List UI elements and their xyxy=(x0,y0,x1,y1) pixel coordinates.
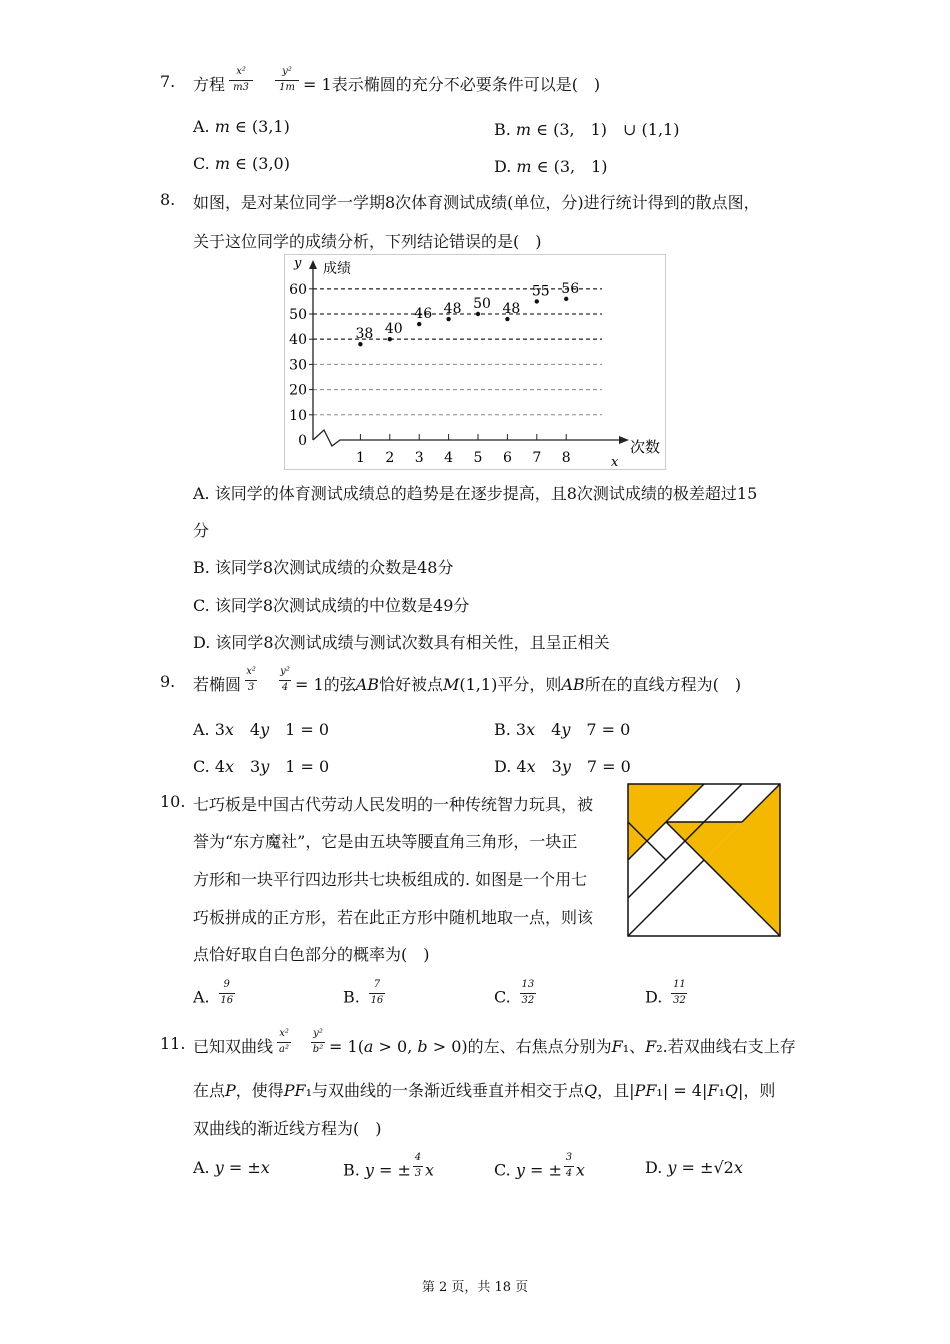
q10-b-label: B. xyxy=(343,987,360,1007)
q10-a-label: A. xyxy=(193,987,210,1007)
q7-f1-den: m3 xyxy=(233,81,249,93)
q7-stem-post: = 1表示椭圆的充分不必要条件可以是( ) xyxy=(303,75,601,94)
y-tick-label-0: 0 xyxy=(298,433,307,449)
q10-stem-line5: 点恰好取自白色部分的概率为( ) xyxy=(193,945,430,964)
q10-b-den: 16 xyxy=(370,995,384,1006)
q10-b-fraction xyxy=(365,979,389,1011)
q8-stem-line2: 关于这位同学的成绩分析，下列结论错误的是( ) xyxy=(193,232,542,251)
data-point-4 xyxy=(446,317,450,321)
data-label-5: 50 xyxy=(473,296,491,312)
q11-f2-den: b² xyxy=(312,1043,324,1055)
q10-stem-line1: 七巧板是中国古代劳动人民发明的一种传统智力玩具，被 xyxy=(193,795,594,814)
y-tick-label-30: 30 xyxy=(289,357,307,374)
data-point-5 xyxy=(476,312,480,316)
q7-fraction-1 xyxy=(225,66,257,98)
q11-c-num: 3 xyxy=(565,1152,573,1163)
q10-stem-line3: 方形和一块平行四边形共七块板组成的. 如图是一个用七 xyxy=(193,870,588,889)
y-tick-label-40: 40 xyxy=(289,332,307,349)
y-tick-label-20: 20 xyxy=(289,382,307,399)
y-axis-letter: y xyxy=(294,256,302,271)
x-tick-label-7: 7 xyxy=(532,450,542,466)
q9-fraction-2 xyxy=(275,666,295,698)
q9-f2-num: y² xyxy=(280,665,290,677)
chart-frame xyxy=(285,255,666,470)
q11-b-pre: B. 𝑦 = ± xyxy=(343,1160,411,1180)
q10-option-c[interactable] xyxy=(494,979,540,1011)
q8-scatter-chart xyxy=(284,254,666,470)
q11-stem-line2: 在点𝑃，使得𝑃𝐹₁与双曲线的一条渐近线垂直并相交于点𝑄，且|𝑃𝐹₁| = 4|𝐹₁𝑄|，则 xyxy=(193,1081,776,1100)
tangram-shaded-right xyxy=(704,784,780,936)
q8-option-b[interactable]: B. 该同学8次测试成绩的众数是48分 xyxy=(193,558,454,577)
q7-f2-den: 1m xyxy=(279,81,295,93)
q10-option-b[interactable] xyxy=(343,979,389,1011)
q11-stem-line3: 双曲线的渐近线方程为( ) xyxy=(193,1119,382,1138)
q8-option-d[interactable]: D. 该同学8次测试成绩与测试次数具有相关性，且呈正相关 xyxy=(193,633,610,652)
data-point-3 xyxy=(417,322,421,326)
y-tick-label-60: 60 xyxy=(289,281,307,298)
q9-stem xyxy=(193,665,742,698)
data-point-1 xyxy=(358,342,362,346)
q11-number: 11. xyxy=(160,1034,186,1053)
q11-option-a[interactable]: A. 𝑦 = ±𝑥 xyxy=(193,1158,270,1177)
q9-option-c[interactable]: C. 4𝑥 3𝑦 1 = 0 xyxy=(193,757,330,776)
q7-stem-pre: 方程 xyxy=(193,75,226,94)
q9-number: 9. xyxy=(160,672,176,691)
data-label-2: 40 xyxy=(384,321,403,338)
y-tick-label-10: 10 xyxy=(289,407,307,424)
q11-b-fraction xyxy=(411,1152,425,1184)
q11-stem-post: = 1(𝑎 > 0, 𝑏 > 0)的左、右焦点分别为𝐹₁、𝐹₂.若双曲线右支上存 xyxy=(329,1037,796,1056)
q11-b-num: 4 xyxy=(414,1152,422,1163)
q8-option-a-line2[interactable]: 分 xyxy=(193,521,210,540)
data-label-7: 55 xyxy=(531,283,550,300)
q11-stem-line1 xyxy=(193,1027,796,1060)
q7-f1-num: x² xyxy=(236,65,246,77)
q11-f1-num: x² xyxy=(279,1027,289,1039)
data-label-8: 56 xyxy=(561,280,580,297)
q10-c-num: 13 xyxy=(521,979,535,990)
tangram-figure xyxy=(622,779,792,943)
q10-c-fraction xyxy=(516,979,540,1011)
q11-f2-num: y² xyxy=(313,1027,323,1039)
q10-option-d[interactable] xyxy=(645,979,691,1011)
q10-option-a[interactable] xyxy=(193,979,239,1011)
data-label-4: 48 xyxy=(443,301,462,318)
x-tick-label-8: 8 xyxy=(561,450,571,466)
q7-option-c[interactable]: C. 𝑚 ∈ (3,0) xyxy=(193,154,290,173)
q7-stem xyxy=(193,65,601,98)
q10-a-den: 16 xyxy=(220,995,234,1006)
q7-f2-num: y² xyxy=(282,65,292,77)
q9-option-a[interactable]: A. 3𝑥 4𝑦 1 = 0 xyxy=(193,720,330,739)
y-tick-label-50: 50 xyxy=(289,307,307,323)
data-point-8 xyxy=(564,297,568,301)
data-point-7 xyxy=(535,299,539,303)
q7-number: 7. xyxy=(160,72,176,91)
q7-fraction-2 xyxy=(271,66,303,98)
data-label-6: 48 xyxy=(502,301,521,318)
q8-stem-line1: 如图，是对某位同学一学期8次体育测试成绩(单位，分)进行统计得到的散点图， xyxy=(193,193,760,212)
q11-option-c[interactable] xyxy=(494,1152,585,1184)
q11-option-b[interactable] xyxy=(343,1152,434,1184)
q11-option-d[interactable]: D. 𝑦 = ±√2𝑥 xyxy=(645,1158,743,1177)
data-point-6 xyxy=(505,317,509,321)
x-tick-label-1: 1 xyxy=(355,450,365,466)
q9-f2-den: 4 xyxy=(281,681,289,693)
q10-b-num: 7 xyxy=(373,979,381,990)
q7-option-a[interactable]: A. 𝑚 ∈ (3,1) xyxy=(193,117,290,136)
q10-d-fraction xyxy=(667,979,691,1011)
q11-fraction-1 xyxy=(273,1028,295,1060)
x-tick-label-5: 5 xyxy=(473,450,483,466)
page-footer: 第 2 页，共 18 页 xyxy=(421,1280,529,1295)
data-label-3: 46 xyxy=(414,306,433,323)
q9-f1-den: 3 xyxy=(247,681,255,693)
q10-stem-line4: 巧板拼成的正方形，若在此正方形中随机地取一点，则该 xyxy=(193,908,594,927)
x-tick-label-6: 6 xyxy=(502,450,512,466)
q8-option-c[interactable]: C. 该同学8次测试成绩的中位数是49分 xyxy=(193,596,470,615)
q10-number: 10. xyxy=(160,792,186,811)
data-label-1: 38 xyxy=(355,326,374,343)
x-axis-label: 次数 xyxy=(630,438,661,456)
q11-b-post: 𝑥 xyxy=(424,1160,434,1180)
q9-option-b[interactable]: B. 3𝑥 4𝑦 7 = 0 xyxy=(494,720,631,739)
q9-option-d[interactable]: D. 4𝑥 3𝑦 7 = 0 xyxy=(494,757,631,776)
x-tick-label-4: 4 xyxy=(444,450,454,466)
q10-d-label: D. xyxy=(645,987,663,1007)
q10-c-den: 32 xyxy=(521,995,535,1006)
q10-stem-line2: 誉为“东方魔社”，它是由五块等腰直角三角形，一块正 xyxy=(193,832,578,851)
q10-d-den: 32 xyxy=(673,995,686,1006)
x-tick-label-2: 2 xyxy=(385,450,395,466)
q9-stem-post: = 1的弦𝐴𝐵恰好被点𝑀(1,1)平分，则𝐴𝐵所在的直线方程为( ) xyxy=(295,675,742,694)
q8-number: 8. xyxy=(160,190,176,209)
q11-f1-den: a² xyxy=(279,1043,289,1055)
q11-c-fraction xyxy=(562,1152,576,1184)
q7-option-d[interactable]: D. 𝑚 ∈ (3, 1) xyxy=(494,157,608,176)
q11-c-den: 4 xyxy=(565,1168,573,1179)
q10-a-fraction xyxy=(215,979,239,1011)
q10-d-num: 11 xyxy=(673,979,686,990)
q9-stem-pre: 若椭圆 xyxy=(193,675,242,694)
q11-fraction-2 xyxy=(307,1028,329,1060)
q11-c-pre: C. 𝑦 = ± xyxy=(494,1160,562,1180)
y-axis-label: 成绩 xyxy=(323,261,351,277)
q9-f1-num: x² xyxy=(246,665,256,677)
data-point-2 xyxy=(388,337,392,341)
q10-c-label: C. xyxy=(494,987,511,1007)
q11-stem-pre: 已知双曲线 xyxy=(193,1037,274,1056)
q11-b-den: 3 xyxy=(414,1168,422,1179)
q8-option-a-line1[interactable]: A. 该同学的体育测试成绩总的趋势是在逐步提高，且8次测试成绩的极差超过15 xyxy=(193,484,758,503)
q11-c-post: 𝑥 xyxy=(575,1160,585,1180)
q9-fraction-1 xyxy=(241,666,261,698)
x-tick-label-3: 3 xyxy=(414,450,424,466)
q7-option-b[interactable]: B. 𝑚 ∈ (3, 1) ∪ (1,1) xyxy=(494,120,680,139)
q10-a-num: 9 xyxy=(223,979,230,990)
x-axis-letter: x xyxy=(611,455,619,470)
